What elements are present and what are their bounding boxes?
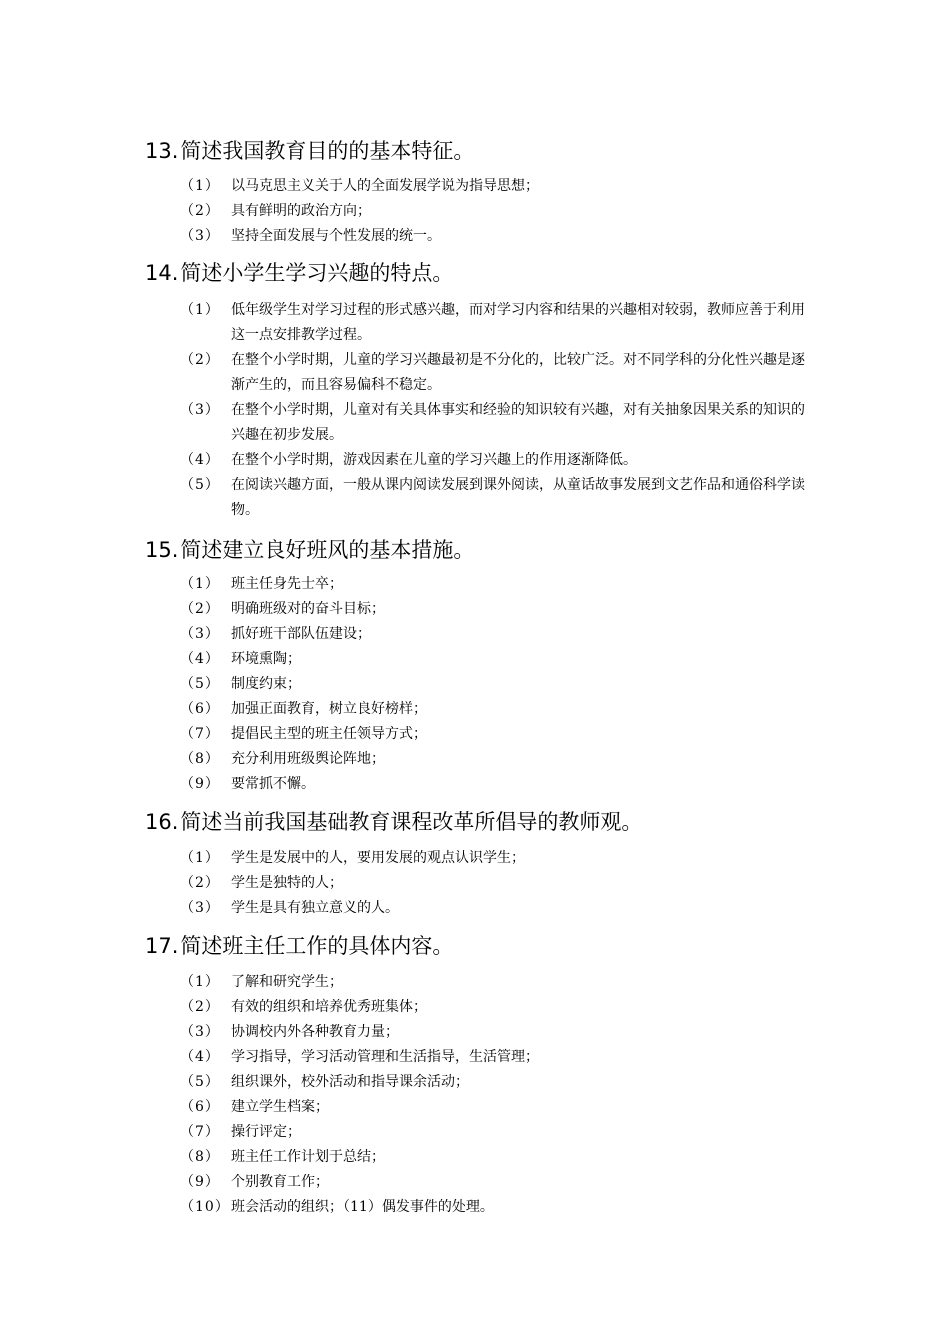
item-text: 抓好班干部队伍建设； — [231, 626, 371, 642]
item-text: 学习指导，学习活动管理和生活指导，生活管理； — [231, 1049, 539, 1065]
list-item — [180, 348, 810, 398]
item-number: （2） — [180, 203, 220, 219]
item-number: （6） — [180, 701, 220, 717]
section-16-title — [145, 808, 642, 836]
item-text: 组织课外，校外活动和指导课余活动； — [231, 1074, 469, 1090]
item-text: 充分利用班级舆论阵地； — [231, 751, 385, 767]
list-item — [180, 1120, 810, 1145]
item-text: 提倡民主型的班主任领导方式； — [231, 726, 427, 742]
list-item — [180, 448, 810, 473]
question-text: 简述当前我国基础教育课程改革所倡导的教师观。 — [180, 810, 643, 834]
item-number: （8） — [180, 751, 220, 767]
item-text: 具有鲜明的政治方向； — [231, 203, 371, 219]
list-item — [180, 995, 810, 1020]
item-text: 明确班级对的奋斗目标； — [231, 601, 385, 617]
section-13-title — [145, 137, 474, 165]
list-item — [180, 697, 810, 722]
list-item — [180, 473, 810, 523]
item-number: （3） — [180, 900, 220, 916]
list-item — [180, 1070, 810, 1095]
item-number: （1） — [180, 178, 220, 194]
item-number: （1） — [180, 974, 220, 990]
question-number: 13. — [145, 139, 179, 163]
list-item — [180, 772, 810, 797]
question-text: 简述我国教育目的的基本特征。 — [180, 139, 475, 163]
item-number: （3） — [180, 1024, 220, 1040]
list-item — [180, 1145, 810, 1170]
item-number: （8） — [180, 1149, 220, 1165]
item-text: 坚持全面发展与个性发展的统一。 — [231, 228, 441, 244]
item-number: （7） — [180, 1124, 220, 1140]
question-text: 简述建立良好班风的基本措施。 — [180, 538, 475, 562]
item-number: （6） — [180, 1099, 220, 1115]
item-number: （4） — [180, 1049, 220, 1065]
item-number: （3） — [180, 402, 220, 418]
item-number: （1） — [180, 850, 220, 866]
item-text: 在整个小学时期，游戏因素在儿童的学习兴趣上的作用逐渐降低。 — [231, 452, 637, 468]
item-text: 班主任工作计划于总结； — [231, 1149, 385, 1165]
item-text: 制度约束； — [231, 676, 301, 692]
question-number: 17. — [145, 934, 179, 958]
question-number: 16. — [145, 810, 179, 834]
item-text: 以马克思主义关于人的全面发展学说为指导思想； — [231, 178, 539, 194]
item-text: 有效的组织和培养优秀班集体； — [231, 999, 427, 1015]
item-text: 在整个小学时期，儿童的学习兴趣最初是不分化的，比较广泛。对不同学科的分化性兴趣是逐渐产生的，而且容易偏科不稳定。 — [231, 352, 805, 393]
list-item — [180, 298, 810, 348]
item-number: （4） — [180, 452, 220, 468]
list-item — [180, 722, 810, 747]
section-17-title — [145, 932, 453, 960]
item-text: 操行评定； — [231, 1124, 301, 1140]
item-number: （4） — [180, 651, 220, 667]
item-number: （2） — [180, 875, 220, 891]
question-text: 简述班主任工作的具体内容。 — [180, 934, 454, 958]
list-item — [180, 1020, 810, 1045]
list-item — [180, 846, 810, 871]
item-text: 学生是独特的人； — [231, 875, 343, 891]
item-text: 学生是发展中的人，要用发展的观点认识学生； — [231, 850, 525, 866]
list-item — [180, 174, 810, 199]
list-item — [180, 647, 810, 672]
item-text: 低年级学生对学习过程的形式感兴趣，而对学习内容和结果的兴趣相对较弱，教师应善于利用这一点安排教学过程。 — [231, 302, 805, 343]
section-15-title — [145, 536, 474, 564]
list-item — [180, 398, 810, 448]
list-item — [180, 1095, 810, 1120]
list-item — [180, 597, 810, 622]
question-number: 14. — [145, 261, 179, 285]
item-text: 加强正面教育，树立良好榜样； — [231, 701, 427, 717]
item-number: （1） — [180, 576, 220, 592]
item-number: （1） — [180, 302, 220, 318]
list-item — [180, 970, 810, 995]
item-text: 了解和研究学生； — [231, 974, 343, 990]
item-number: （5） — [180, 1074, 220, 1090]
item-number: （5） — [180, 676, 220, 692]
item-number: （2） — [180, 999, 220, 1015]
item-text: 建立学生档案； — [231, 1099, 329, 1115]
list-item — [180, 199, 810, 224]
list-item — [180, 896, 810, 921]
item-number: （9） — [180, 776, 220, 792]
item-number: （7） — [180, 726, 220, 742]
list-item — [180, 224, 810, 249]
item-text: 在阅读兴趣方面，一般从课内阅读发展到课外阅读，从童话故事发展到文艺作品和通俗科学读物。 — [231, 477, 805, 518]
item-text: 协调校内外各种教育力量； — [231, 1024, 399, 1040]
item-number: （10） — [180, 1199, 230, 1215]
question-number: 15. — [145, 538, 179, 562]
item-text: 环境熏陶； — [231, 651, 301, 667]
list-item — [180, 747, 810, 772]
list-item — [180, 1170, 810, 1195]
list-item — [180, 1045, 810, 1070]
item-text: 在整个小学时期，儿童对有关具体事实和经验的知识较有兴趣，对有关抽象因果关系的知识的兴趣在初步发展。 — [231, 402, 805, 443]
item-text: 个别教育工作； — [231, 1174, 329, 1190]
list-item — [180, 572, 810, 597]
item-number: （5） — [180, 477, 220, 493]
item-number: （3） — [180, 228, 220, 244]
question-text: 简述小学生学习兴趣的特点。 — [180, 261, 454, 285]
item-number: （2） — [180, 352, 220, 368]
item-number: （2） — [180, 601, 220, 617]
item-text: 要常抓不懈。 — [231, 776, 315, 792]
item-text: 班会活动的组织；（11）偶发事件的处理。 — [231, 1199, 494, 1215]
list-item — [180, 622, 810, 647]
list-item — [180, 672, 810, 697]
item-number: （9） — [180, 1174, 220, 1190]
item-text: 学生是具有独立意义的人。 — [231, 900, 399, 916]
list-item — [180, 871, 810, 896]
item-number: （3） — [180, 626, 220, 642]
section-14-title — [145, 259, 453, 287]
list-item — [180, 1195, 810, 1220]
item-text: 班主任身先士卒； — [231, 576, 343, 592]
